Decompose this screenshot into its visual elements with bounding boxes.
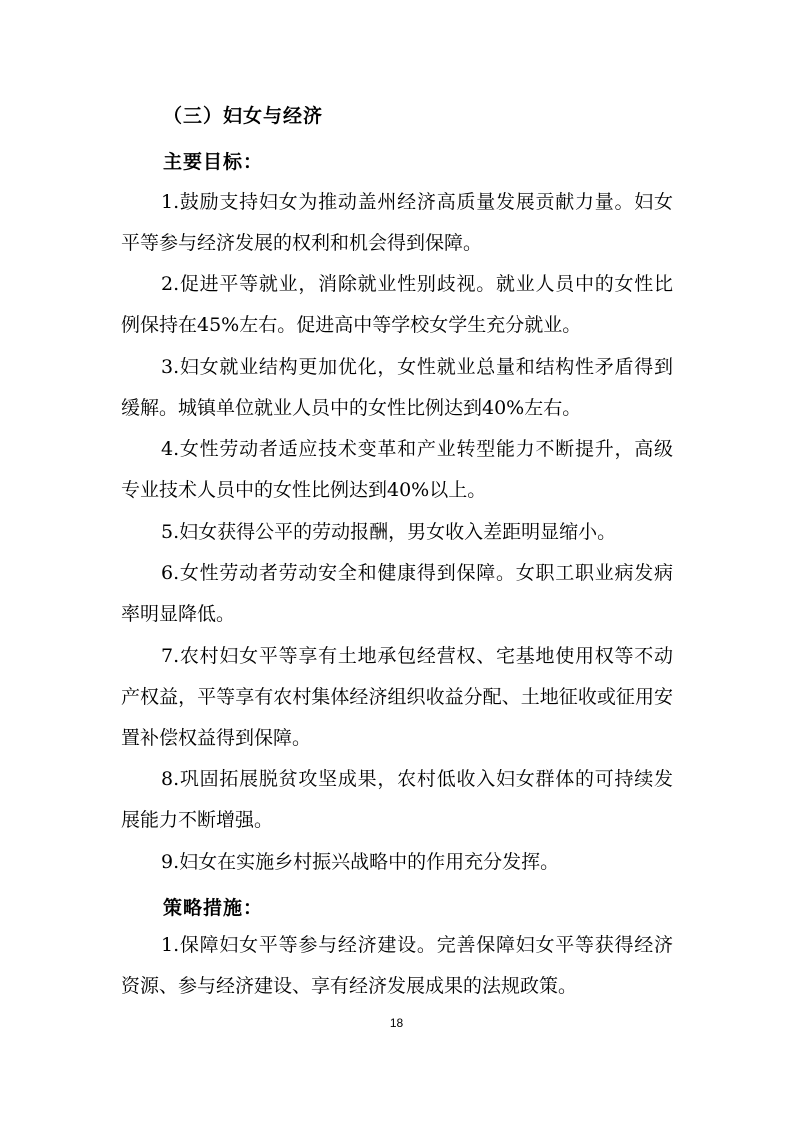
goal-item-1: 1.鼓励支持妇女为推动盖州经济高质量发展贡献力量。妇女平等参与经济发展的权利和机会得到保障。 xyxy=(121,191,673,254)
goal-item-2: 2.促进平等就业，消除就业性别歧视。就业人员中的女性比例保持在45%左右。促进高中等学校女学生充分就业。 xyxy=(121,273,673,336)
page-number: 18 xyxy=(389,1016,404,1030)
measures-heading: 策略措施： xyxy=(163,897,264,919)
goal-item-3: 3.妇女就业结构更加优化，女性就业总量和结构性矛盾得到缓解。城镇单位就业人员中的女性比例达到40%左右。 xyxy=(121,356,673,419)
measure-item-1: 1.保障妇女平等参与经济建设。完善保障妇女平等获得经济资源、参与经济建设、享有经济发展成果的法规政策。 xyxy=(121,934,673,997)
goal-item-4: 4.女性劳动者适应技术变革和产业转型能力不断提升，高级专业技术人员中的女性比例达到40%以上。 xyxy=(121,438,673,501)
goal-item-8: 8.巩固拓展脱贫攻坚成果，农村低收入妇女群体的可持续发展能力不断增强。 xyxy=(121,768,673,831)
goal-item-9: 9.妇女在实施乡村振兴战略中的作用充分发挥。 xyxy=(161,851,560,873)
section-title: （三）妇女与经济 xyxy=(163,105,324,127)
goal-item-5: 5.妇女获得公平的劳动报酬，男女收入差距明显缩小。 xyxy=(161,521,617,543)
goal-item-6: 6.女性劳动者劳动安全和健康得到保障。女职工职业病发病率明显降低。 xyxy=(121,562,673,625)
goals-heading: 主要目标： xyxy=(163,151,264,173)
goal-item-7: 7.农村妇女平等享有土地承包经营权、宅基地使用权等不动产权益，平等享有农村集体经济组织收益分配、土地征收或征用安置补偿权益得到保障。 xyxy=(121,645,673,749)
